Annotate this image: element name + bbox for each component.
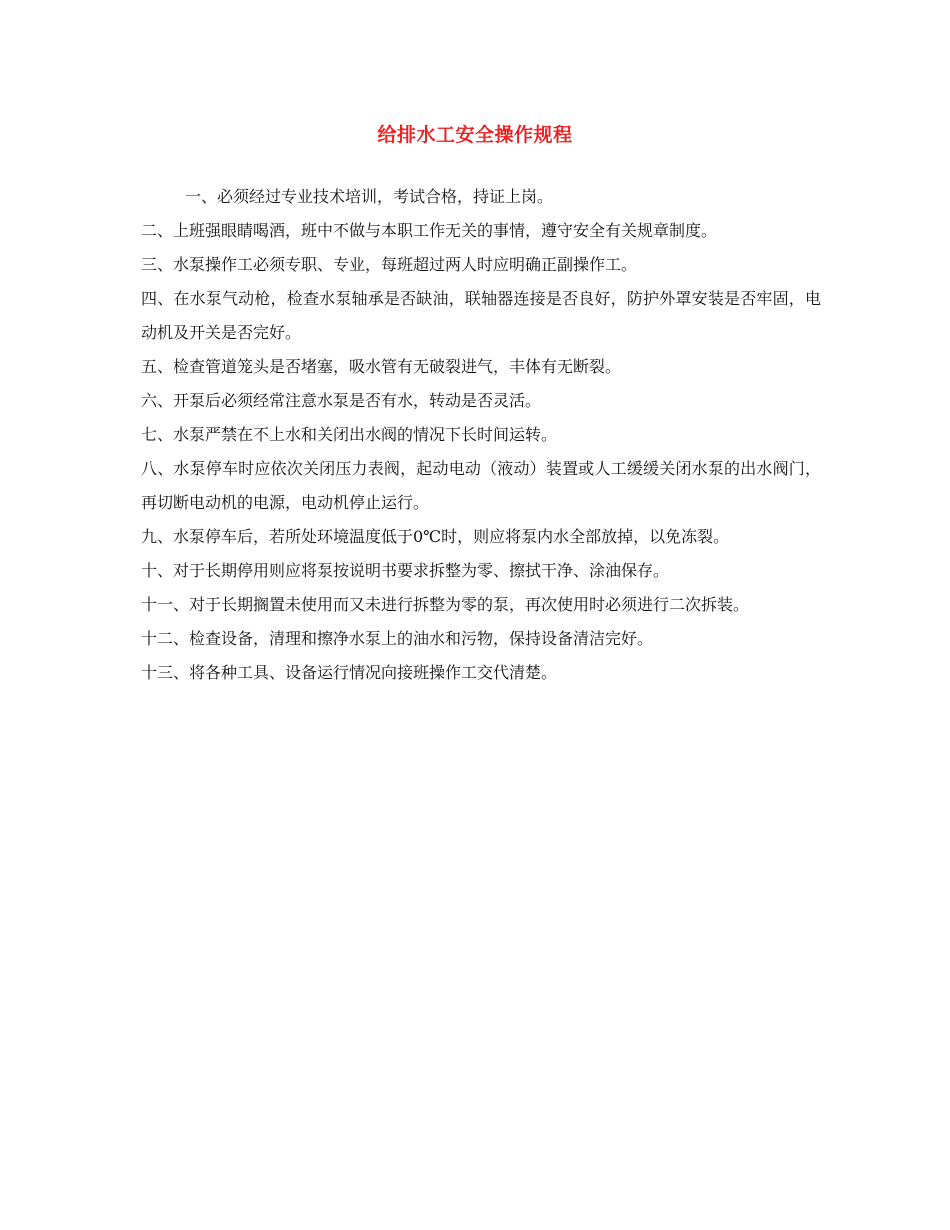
- paragraph-11: 十一、对于长期搁置未使用而又未进行拆整为零的泵，再次使用时必须进行二次拆装。: [141, 595, 750, 614]
- paragraph-1: 一、必须经过专业技术培训，考试合格，持证上岗。: [185, 187, 554, 206]
- paragraph-2: 二、上班强眼睛喝酒，班中不做与本职工作无关的事情，遵守安全有关规章制度。: [141, 221, 718, 240]
- paragraph-3: 三、水泵操作工必须专职、专业，每班超过两人时应明确正副操作工。: [141, 255, 638, 274]
- document-body: [141, 180, 821, 690]
- paragraph-13: 十三、将各种工具、设备运行情况向接班操作工交代清楚。: [141, 663, 558, 682]
- document-title: 给排水工安全操作规程: [377, 124, 573, 146]
- paragraph-9: 九、水泵停车后，若所处环境温度低于0℃时，则应将泵内水全部放掉，以免冻裂。: [141, 527, 730, 546]
- paragraph-7: 七、水泵严禁在不上水和关闭出水阀的情况下长时间运转。: [141, 425, 558, 444]
- paragraph-4: 四、在水泵气动枪，检查水泵轴承是否缺油，联轴器连接是否良好，防护外罩安装是否牢固，电动机及开关是否完好。: [141, 289, 821, 342]
- paragraph-6: 六、开泵后必须经常注意水泵是否有水，转动是否灵活。: [141, 391, 542, 410]
- paragraph-5: 五、检查管道笼头是否堵塞，吸水管有无破裂进气，丰体有无断裂。: [141, 357, 622, 376]
- paragraph-12: 十二、检查设备，清理和擦净水泵上的油水和污物，保持设备清洁完好。: [141, 629, 654, 648]
- paragraph-8: 八、水泵停车时应依次关闭压力表阀，起动电动（液动）装置或人工缓缓关闭水泵的出水阀门，再切断电动机的电源，电动机停止运行。: [141, 459, 821, 512]
- paragraph-10: 十、对于长期停用则应将泵按说明书要求拆整为零、擦拭干净、涂油保存。: [141, 561, 670, 580]
